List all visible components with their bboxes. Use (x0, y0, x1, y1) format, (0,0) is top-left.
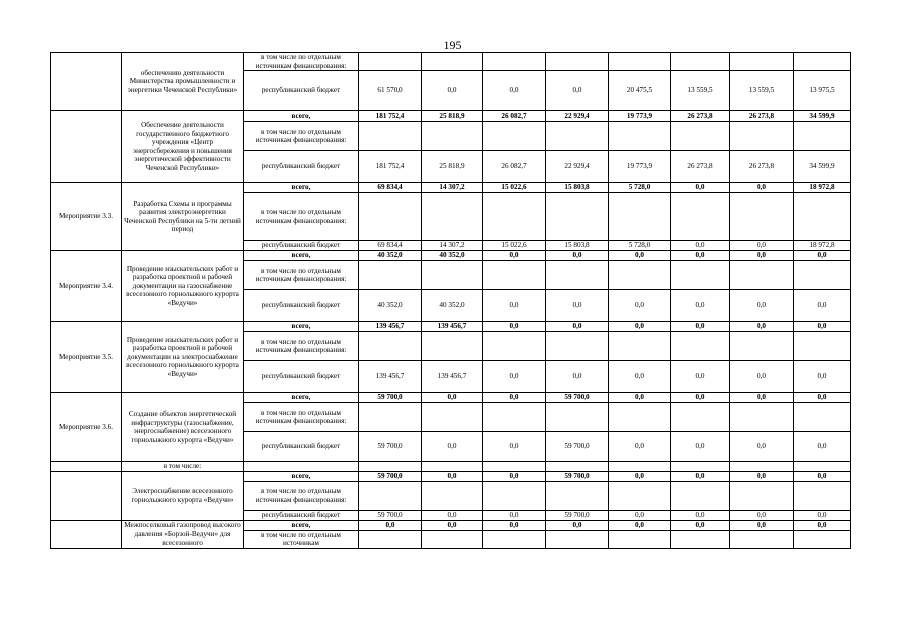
value-cell (671, 122, 730, 151)
value-cell (609, 332, 671, 361)
value-cell (609, 530, 671, 548)
value-cell (359, 53, 422, 71)
value-cell (671, 403, 730, 432)
value-cell: 15 022,6 (483, 183, 546, 193)
value-cell (359, 462, 422, 472)
value-cell: 0,0 (422, 71, 483, 111)
value-cell: 0,0 (794, 432, 851, 462)
value-cell: 139 456,7 (359, 361, 422, 393)
funding-type-cell: республиканский бюджет (244, 290, 359, 322)
funding-type-cell: в том числе по отдельным источникам финансирования: (244, 481, 359, 510)
value-cell: 0,0 (422, 471, 483, 481)
value-cell: 13 975,5 (794, 71, 851, 111)
table-row (51, 393, 851, 403)
value-cell: 59 700,0 (546, 510, 609, 520)
value-cell (359, 332, 422, 361)
value-cell (671, 261, 730, 290)
value-cell (671, 462, 730, 472)
value-cell (609, 481, 671, 510)
value-cell (609, 193, 671, 241)
funding-type-cell: всего, (244, 322, 359, 332)
value-cell: 0,0 (671, 510, 730, 520)
value-cell: 20 475,5 (609, 71, 671, 111)
value-cell: 0,0 (546, 251, 609, 261)
description-cell: Проведение изыскательских работ и разработка проектной и рабочей документации на газоснабжение всесезонного горнолыжного курорта «Ведучи» (122, 251, 244, 322)
value-cell: 0,0 (483, 251, 546, 261)
value-cell: 0,0 (794, 510, 851, 520)
value-cell: 59 700,0 (546, 471, 609, 481)
value-cell: 59 700,0 (359, 510, 422, 520)
funding-type-cell: в том числе по отдельным источникам финансирования: (244, 193, 359, 241)
value-cell (483, 403, 546, 432)
value-cell (422, 122, 483, 151)
event-cell (51, 471, 122, 520)
value-cell: 40 352,0 (359, 251, 422, 261)
value-cell (422, 261, 483, 290)
value-cell (794, 530, 851, 548)
value-cell (730, 122, 794, 151)
event-cell: Мероприятие 3.3. (51, 183, 122, 251)
value-cell: 26 273,8 (730, 111, 794, 122)
value-cell (794, 122, 851, 151)
value-cell (546, 261, 609, 290)
value-cell: 0,0 (730, 520, 794, 530)
funding-type-cell: всего, (244, 393, 359, 403)
value-cell (359, 193, 422, 241)
value-cell (794, 462, 851, 472)
value-cell (483, 53, 546, 71)
value-cell: 0,0 (730, 361, 794, 393)
value-cell: 0,0 (671, 471, 730, 481)
value-cell (671, 481, 730, 510)
value-cell: 0,0 (546, 322, 609, 332)
funding-type-cell: всего, (244, 251, 359, 261)
table-row (51, 462, 851, 472)
funding-type-cell: всего, (244, 471, 359, 481)
funding-type-cell: в том числе по отдельным источникам финансирования: (244, 332, 359, 361)
value-cell (422, 193, 483, 241)
value-cell: 26 082,7 (483, 151, 546, 183)
value-cell: 19 773,9 (609, 151, 671, 183)
value-cell: 26 273,8 (671, 111, 730, 122)
value-cell: 0,0 (359, 520, 422, 530)
value-cell: 0,0 (730, 432, 794, 462)
value-cell (794, 332, 851, 361)
value-cell: 0,0 (422, 510, 483, 520)
value-cell: 13 559,5 (730, 71, 794, 111)
value-cell: 0,0 (671, 361, 730, 393)
table-row (51, 520, 851, 530)
table-row (51, 111, 851, 122)
value-cell: 0,0 (609, 361, 671, 393)
value-cell: 19 773,9 (609, 111, 671, 122)
value-cell (483, 261, 546, 290)
description-cell: в том числе: (122, 462, 244, 472)
funding-type-cell: в том числе по отдельным источникам (244, 530, 359, 548)
value-cell (359, 261, 422, 290)
value-cell: 69 834,4 (359, 241, 422, 251)
value-cell: 0,0 (609, 510, 671, 520)
value-cell: 0,0 (609, 520, 671, 530)
funding-type-cell: в том числе по отдельным источникам финансирования: (244, 403, 359, 432)
value-cell: 61 570,0 (359, 71, 422, 111)
value-cell (794, 193, 851, 241)
value-cell: 59 700,0 (546, 432, 609, 462)
value-cell (483, 462, 546, 472)
value-cell: 0,0 (609, 251, 671, 261)
value-cell: 0,0 (730, 290, 794, 322)
value-cell (730, 530, 794, 548)
value-cell: 0,0 (546, 290, 609, 322)
funding-type-cell: республиканский бюджет (244, 241, 359, 251)
description-cell: Проведение изыскательских работ и разработка проектной и рабочей документации на электроснабжение всесезонного горнолыжного курорта «Ведучи» (122, 322, 244, 393)
value-cell: 15 803,8 (546, 241, 609, 251)
event-cell (51, 111, 122, 183)
value-cell: 0,0 (671, 322, 730, 332)
value-cell (483, 193, 546, 241)
value-cell (609, 122, 671, 151)
value-cell (609, 53, 671, 71)
value-cell: 139 456,7 (422, 361, 483, 393)
value-cell: 0,0 (546, 361, 609, 393)
value-cell (546, 193, 609, 241)
event-cell (51, 462, 122, 472)
value-cell: 0,0 (483, 290, 546, 322)
value-cell: 0,0 (609, 322, 671, 332)
value-cell: 0,0 (609, 393, 671, 403)
page-number: 195 (443, 38, 462, 52)
value-cell: 14 307,2 (422, 241, 483, 251)
value-cell (730, 261, 794, 290)
value-cell: 181 752,4 (359, 111, 422, 122)
value-cell: 0,0 (730, 471, 794, 481)
value-cell: 0,0 (794, 322, 851, 332)
value-cell (546, 53, 609, 71)
value-cell: 40 352,0 (359, 290, 422, 322)
value-cell: 18 972,8 (794, 183, 851, 193)
value-cell (546, 122, 609, 151)
value-cell: 0,0 (794, 520, 851, 530)
value-cell (422, 53, 483, 71)
value-cell: 0,0 (671, 520, 730, 530)
value-cell: 139 456,7 (422, 322, 483, 332)
description-cell: Межпоселковый газопровод высокого давления «Борзой-Ведучи» для всесезонного (122, 520, 244, 548)
description-cell: Разработка Схемы и программы развития электроэнергетики Чеченской Республики на 5-ти летний период (122, 183, 244, 251)
funding-type-cell: всего, (244, 111, 359, 122)
value-cell: 40 352,0 (422, 251, 483, 261)
value-cell: 0,0 (483, 361, 546, 393)
event-cell: Мероприятие 3.5. (51, 322, 122, 393)
value-cell (546, 462, 609, 472)
value-cell: 34 599,9 (794, 151, 851, 183)
value-cell (483, 332, 546, 361)
value-cell (422, 462, 483, 472)
value-cell (671, 530, 730, 548)
value-cell: 0,0 (546, 71, 609, 111)
value-cell: 0,0 (794, 290, 851, 322)
funding-type-cell (244, 462, 359, 472)
value-cell: 14 307,2 (422, 183, 483, 193)
value-cell: 181 752,4 (359, 151, 422, 183)
description-cell: обеспечению деятельности Министерства промышленности и энергетики Чеченской Республики» (122, 53, 244, 111)
value-cell (671, 193, 730, 241)
value-cell (794, 403, 851, 432)
value-cell (730, 193, 794, 241)
value-cell: 0,0 (794, 361, 851, 393)
value-cell: 0,0 (730, 510, 794, 520)
value-cell: 0,0 (422, 520, 483, 530)
value-cell (546, 332, 609, 361)
value-cell: 25 818,9 (422, 151, 483, 183)
value-cell: 0,0 (609, 290, 671, 322)
value-cell (483, 481, 546, 510)
funding-type-cell: республиканский бюджет (244, 510, 359, 520)
funding-type-cell: в том числе по отдельным источникам финансирования: (244, 261, 359, 290)
value-cell: 18 972,8 (794, 241, 851, 251)
value-cell (422, 481, 483, 510)
value-cell (422, 403, 483, 432)
event-cell: Мероприятие 3.6. (51, 393, 122, 462)
table-row (51, 471, 851, 481)
value-cell: 0,0 (671, 251, 730, 261)
value-cell: 0,0 (730, 393, 794, 403)
value-cell: 59 700,0 (359, 432, 422, 462)
value-cell (422, 332, 483, 361)
value-cell: 26 273,8 (671, 151, 730, 183)
value-cell (483, 122, 546, 151)
value-cell: 22 929,4 (546, 111, 609, 122)
value-cell (730, 403, 794, 432)
value-cell (546, 403, 609, 432)
value-cell: 69 834,4 (359, 183, 422, 193)
value-cell: 0,0 (483, 432, 546, 462)
value-cell: 22 929,4 (546, 151, 609, 183)
value-cell: 5 728,0 (609, 183, 671, 193)
value-cell (546, 481, 609, 510)
value-cell: 5 728,0 (609, 241, 671, 251)
value-cell: 59 700,0 (546, 393, 609, 403)
value-cell (359, 481, 422, 510)
value-cell (609, 462, 671, 472)
value-cell: 0,0 (730, 251, 794, 261)
value-cell: 0,0 (483, 71, 546, 111)
event-cell (51, 53, 122, 111)
funding-type-cell: в том числе по отдельным источникам финансирования: (244, 122, 359, 151)
value-cell: 59 700,0 (359, 393, 422, 403)
table-row (51, 322, 851, 332)
value-cell (794, 53, 851, 71)
value-cell: 0,0 (609, 471, 671, 481)
value-cell: 0,0 (483, 322, 546, 332)
value-cell (671, 332, 730, 361)
value-cell (730, 462, 794, 472)
value-cell (359, 403, 422, 432)
value-cell: 15 803,8 (546, 183, 609, 193)
event-cell: Мероприятие 3.4. (51, 251, 122, 322)
value-cell: 0,0 (794, 251, 851, 261)
value-cell: 0,0 (422, 432, 483, 462)
value-cell (609, 261, 671, 290)
value-cell: 0,0 (794, 471, 851, 481)
value-cell (794, 481, 851, 510)
description-cell: Обеспечение деятельности государственного бюджетного учреждения «Центр энергосбережения и повышения энергетической эффективности Чеченской Республики» (122, 111, 244, 183)
value-cell: 13 559,5 (671, 71, 730, 111)
value-cell: 0,0 (546, 520, 609, 530)
budget-table (50, 52, 851, 549)
value-cell (730, 332, 794, 361)
value-cell: 0,0 (422, 393, 483, 403)
value-cell (483, 530, 546, 548)
funding-type-cell: республиканский бюджет (244, 432, 359, 462)
value-cell: 0,0 (483, 520, 546, 530)
value-cell (671, 53, 730, 71)
table-row (51, 251, 851, 261)
funding-type-cell: всего, (244, 183, 359, 193)
value-cell (794, 261, 851, 290)
value-cell (359, 530, 422, 548)
table-row (51, 183, 851, 193)
value-cell: 0,0 (730, 183, 794, 193)
value-cell: 26 273,8 (730, 151, 794, 183)
value-cell: 0,0 (483, 471, 546, 481)
funding-type-cell: в том числе по отдельным источникам финансирования: (244, 53, 359, 71)
value-cell (609, 403, 671, 432)
event-cell (51, 520, 122, 548)
table-row (51, 53, 851, 71)
value-cell: 25 818,9 (422, 111, 483, 122)
funding-type-cell: республиканский бюджет (244, 151, 359, 183)
description-cell: Создание объектов энергетической инфраструктуры (газоснабжение, энергоснабжение) всесезонного горнолыжного курорта «Ведучи» (122, 393, 244, 462)
funding-type-cell: республиканский бюджет (244, 71, 359, 111)
value-cell: 0,0 (794, 393, 851, 403)
value-cell: 26 082,7 (483, 111, 546, 122)
value-cell: 0,0 (671, 183, 730, 193)
value-cell: 40 352,0 (422, 290, 483, 322)
value-cell: 0,0 (730, 241, 794, 251)
value-cell: 0,0 (483, 393, 546, 403)
value-cell (546, 530, 609, 548)
funding-type-cell: республиканский бюджет (244, 361, 359, 393)
value-cell (730, 53, 794, 71)
value-cell: 34 599,9 (794, 111, 851, 122)
value-cell (422, 530, 483, 548)
value-cell: 0,0 (671, 241, 730, 251)
value-cell: 0,0 (671, 290, 730, 322)
value-cell: 0,0 (730, 322, 794, 332)
value-cell: 0,0 (671, 432, 730, 462)
value-cell: 59 700,0 (359, 471, 422, 481)
value-cell: 139 456,7 (359, 322, 422, 332)
value-cell (730, 481, 794, 510)
funding-type-cell: всего, (244, 520, 359, 530)
value-cell: 0,0 (671, 393, 730, 403)
description-cell: Электроснабжение всесезонного горнолыжного курорта «Ведучи» (122, 471, 244, 520)
value-cell: 0,0 (483, 510, 546, 520)
value-cell: 15 022,6 (483, 241, 546, 251)
value-cell (359, 122, 422, 151)
value-cell: 0,0 (609, 432, 671, 462)
